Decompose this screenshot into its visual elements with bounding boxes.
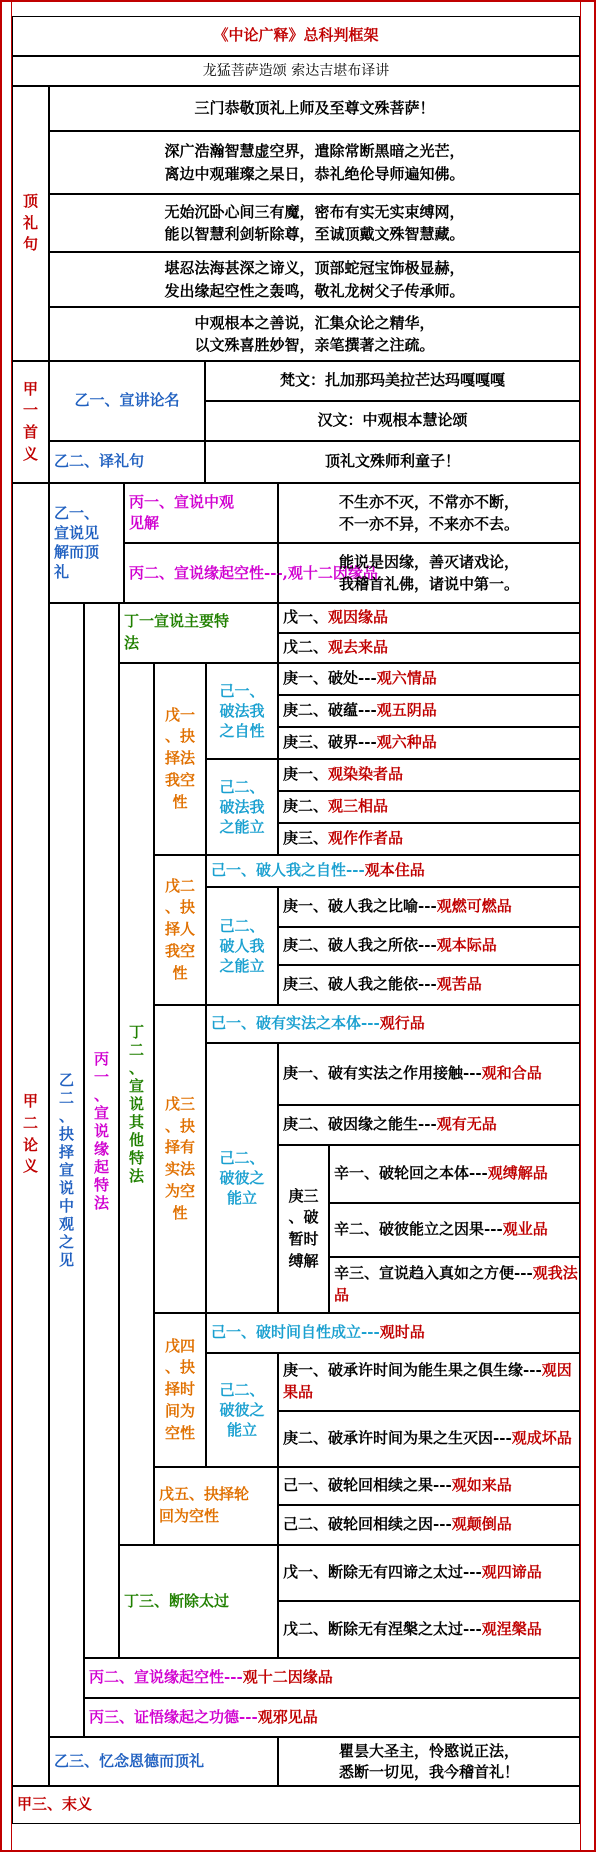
homage-line: 三门恭敬顶礼上师及至尊文殊菩萨！	[49, 86, 580, 131]
ding3-item: 戊一、断除无有四谛之太过---观四谛品	[278, 1545, 580, 1601]
jia2-yi2: 乙 二 、 抉 择 宣 说 中 观 之 见	[49, 603, 84, 1737]
wu2-ji2-item: 庚三、破人我之能依--- 观苦品	[278, 965, 580, 1005]
wu3-g3-item: 辛一、破轮回之本体---观缚解品	[329, 1145, 580, 1203]
byline: 龙猛菩萨造颂 索达吉堪布译讲	[12, 56, 580, 86]
wu3-g3-item: 辛三、宣说趋入真如之方便---观我法品	[329, 1257, 580, 1313]
wu3-g2: 庚二、破因缘之能生--- 观有无品	[278, 1105, 580, 1145]
wu3-ji2: 己二、 破彼之 能立	[206, 1043, 278, 1313]
wu1-ji2-item: 庚三、 观作作者品	[278, 823, 580, 855]
homage-label: 顶 礼 句	[12, 86, 49, 361]
jia2-bing2: 丙二、宣说缘起空性---,观十二因缘品	[124, 543, 278, 603]
wu1-ji1-item: 庚一、破处--- 观六情品	[278, 663, 580, 695]
chinese-title: 汉文：中观根本慧论颂	[205, 401, 580, 441]
jia3-row: 甲三、末义	[12, 1786, 580, 1824]
wu5-item: 己二、破轮回相续之因--- 观颠倒品	[278, 1505, 580, 1545]
jia2-bing1: 丙一、宣说中观 见解	[124, 483, 278, 543]
wu1-ji1-item: 庚三、破界--- 观六种品	[278, 727, 580, 759]
ding1-item: 戊二、 观去来品	[278, 633, 580, 663]
bing3-row: 丙三、证悟缘起之功德--- 观邪见品	[84, 1698, 580, 1737]
jia2-yi3: 乙三、忆念恩德而顶礼	[49, 1737, 278, 1786]
bing1-verse: 不生亦不灭，不常亦不断， 不一亦不异，不来亦不去。	[278, 483, 580, 543]
wu1-ji2-item: 庚二、 观三相品	[278, 791, 580, 823]
wu2-ji2-item: 庚二、破人我之所依--- 观本际品	[278, 927, 580, 965]
ding1-item: 戊一、 观因缘品	[278, 603, 580, 633]
inner-line	[580, 0, 581, 1852]
wu2-ji2: 己二、 破人我 之能立	[206, 887, 278, 1005]
wu2-ji2-item: 庚一、破人我之比喻--- 观燃可燃品	[278, 887, 580, 927]
jia2-label: 甲 二 论 义	[12, 483, 49, 1786]
sanskrit-title: 梵文：扎加那玛美拉芒达玛嘎嘎嘎	[205, 361, 580, 401]
ding3: 丁三、断除太过	[119, 1545, 278, 1658]
wu5-item: 己一、破轮回相续之果--- 观如来品	[278, 1467, 580, 1505]
wu1: 戊一 、抉 择法 我空 性	[154, 663, 206, 855]
wu5: 戊五、抉择轮 回为空性	[154, 1467, 278, 1545]
homage-verse: 深广浩瀚智慧虚空界，遣除常断黑暗之光芒， 离边中观璀璨之杲日，恭礼绝伦导师遍知佛。	[49, 131, 580, 194]
wu2-ji1: 己一、破人我之自性--- 观本住品	[206, 855, 580, 887]
bing-main: 丙 一 、 宣 说 缘 起 特 法	[84, 603, 119, 1658]
homage-verse: 中观根本之善说，汇集众论之精华， 以文殊喜胜妙智，亲笔撰著之注疏。	[49, 307, 580, 361]
jia1-label: 甲 一 首 义	[12, 361, 49, 483]
homage-verse: 堪忍法海甚深之谛义，顶部蛇冠宝饰极显赫， 发出缘起空性之轰鸣，敬礼龙树父子传承师。	[49, 252, 580, 307]
document-title: 《中论广释》总科判框架	[12, 16, 580, 56]
bing2-verse: 能说是因缘，善灭诸戏论， 我稽首礼佛，诸说中第一。	[278, 543, 580, 603]
translator-homage: 顶礼文殊师利童子！	[205, 441, 580, 483]
wu3-g3-item: 辛二、破彼能立之因果---观业品	[329, 1203, 580, 1257]
bing2-row: 丙二、宣说缘起空性--- 观十二因缘品	[84, 1658, 580, 1698]
jia2-yi1: 乙一、 宣说见 解而顶 礼	[49, 483, 124, 603]
wu1-ji1: 己一、 破法我 之自性	[206, 663, 278, 759]
wu2: 戊二 、抉 择人 我空 性	[154, 855, 206, 1005]
wu3-ji1: 己一、破有实法之本体--- 观行品	[206, 1005, 580, 1043]
ding1: 丁一宣说主要特 法	[119, 603, 278, 663]
edge-top	[0, 0, 596, 2]
wu4-ji1: 己一、破时间自性成立--- 观时品	[206, 1313, 580, 1353]
wu4: 戊四 、抉 择时 间为 空性	[154, 1313, 206, 1467]
jia1-yi2: 乙二、译礼句	[49, 441, 205, 483]
wu1-ji2-item: 庚一、 观染染者品	[278, 759, 580, 791]
ding2: 丁 二 、 宣 说 其 他 特 法	[119, 663, 154, 1545]
wu3-g3: 庚三 、破 暂时 缚解	[278, 1145, 329, 1313]
wu1-ji1-item: 庚二、破蕴--- 观五阴品	[278, 695, 580, 727]
yi3-verse: 瞿昙大圣主，怜愍说正法， 悉断一切见，我今稽首礼！	[278, 1737, 580, 1786]
jia1-yi1: 乙一、宣讲论名	[49, 361, 205, 441]
edge-left	[0, 0, 2, 1852]
wu4-ji2: 己二、 破彼之 能立	[206, 1353, 278, 1467]
wu1-ji2: 己二、 破法我 之能立	[206, 759, 278, 855]
wu3: 戊三 、抉 择有 实法 为空 性	[154, 1005, 206, 1313]
ding3-item: 戊二、断除无有涅槃之太过---观涅槃品	[278, 1601, 580, 1658]
homage-verse: 无始沉卧心间三有魔，密布有实无实束缚网， 能以智慧利剑斩除尊，至诚顶戴文殊智慧藏。	[49, 194, 580, 252]
wu3-g1: 庚一、破有实法之作用接触---观和合品	[278, 1043, 580, 1105]
wu4-item: 庚一、破承许时间为能生果之俱生缘---观因果品	[278, 1353, 580, 1411]
wu4-item: 庚二、破承许时间为果之生灭因---观成坏品	[278, 1411, 580, 1467]
